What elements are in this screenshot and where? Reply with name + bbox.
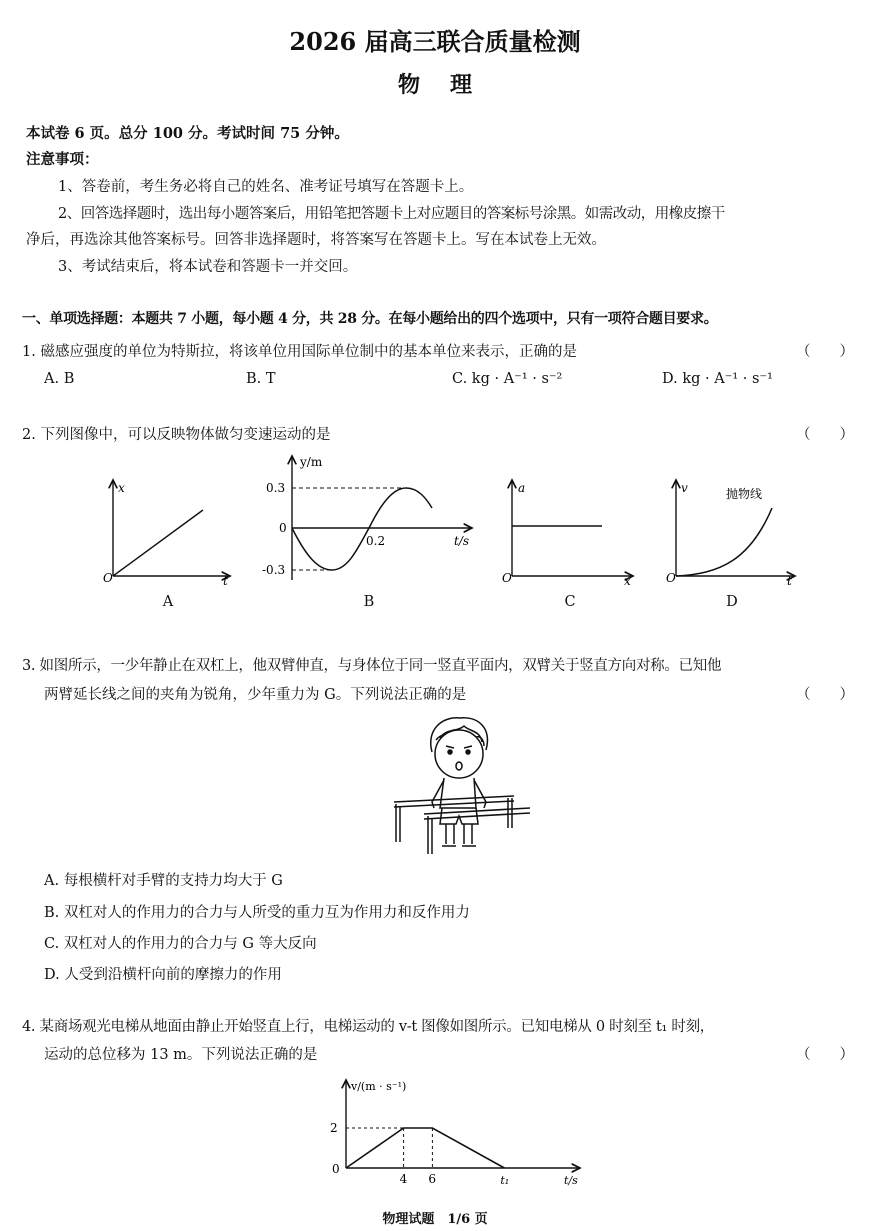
graph-b-wave xyxy=(292,488,432,570)
exam-info: 本试卷 6 页。总分 100 分。考试时间 75 分钟。 xyxy=(26,125,349,142)
vt-x-tick-4: 4 xyxy=(399,1172,408,1186)
vt-x-tick-0: 0 xyxy=(332,1162,340,1176)
graph-a-y-label: x xyxy=(118,481,125,495)
graph-c-y-label: a xyxy=(518,481,526,495)
boy-head xyxy=(435,730,483,778)
note-3: 3、考试结束后，将本试卷和答题卡一并交回。 xyxy=(58,259,358,275)
vt-y-tick-2: 2 xyxy=(330,1121,338,1135)
graph-b-x-tick: 0.2 xyxy=(366,534,386,548)
q3-stem-line2: 两臂延长线之间的夹角为锐角，少年重力为 G。下列说法正确的是 xyxy=(44,687,467,703)
vt-x-tick-6: 6 xyxy=(428,1172,437,1186)
graph-d-x-label: t xyxy=(787,574,792,588)
parallel-bars-figure xyxy=(380,712,530,857)
q1-option-c: C. kg · A⁻¹ · s⁻² xyxy=(452,371,563,387)
vt-x-label: t/s xyxy=(564,1174,578,1187)
graph-a-label: A xyxy=(162,594,174,610)
q2-answer-paren: （ ） xyxy=(796,427,854,443)
q3-option-b: B. 双杠对人的作用力的合力与人所受的重力互为作用力和反作用力 xyxy=(44,905,470,921)
q1-answer-paren: （ ） xyxy=(796,344,854,360)
q1-option-a: A. B xyxy=(44,371,75,387)
q3-answer-paren: （ ） xyxy=(796,687,854,703)
graph-b xyxy=(262,450,482,590)
graph-c-label: C xyxy=(564,594,576,610)
graph-b-zero: 0 xyxy=(279,521,287,535)
graph-a-x-label: t xyxy=(223,574,228,588)
graph-b-y-label: y/m xyxy=(300,455,323,469)
graph-d-label: D xyxy=(726,594,738,610)
graph-d-curve xyxy=(676,508,772,576)
q4-stem-line2: 运动的总位移为 13 m。下列说法正确的是 xyxy=(44,1047,318,1063)
graph-d xyxy=(660,474,810,594)
q4-stem-line1: 4. 某商场观光电梯从地面由静止开始竖直上行，电梯运动的 v-t 图像如图所示。已知电梯从 0 时刻至 t₁ 时刻， xyxy=(22,1019,714,1035)
q2-stem: 2. 下列图像中，可以反映物体做匀变速运动的是 xyxy=(22,427,331,443)
graph-b-x-label: t/s xyxy=(454,534,470,548)
vt-x-tick-t1: t₁ xyxy=(500,1174,510,1187)
graph-a-line xyxy=(113,510,203,576)
graph-c-origin: O xyxy=(502,571,512,585)
boy-legs xyxy=(446,824,472,844)
note-2: 2、回答选择题时，选出每小题答案后，用铅笔把答题卡上对应题目的答案标号涂黑。如需改动，用橡皮擦干 xyxy=(58,206,725,222)
back-bar xyxy=(394,796,514,807)
note-2-cont: 净后，再选涂其他答案标号。回答非选择题时，将答案写在答题卡上。写在本试卷上无效。 xyxy=(26,232,606,248)
graph-c xyxy=(498,474,648,594)
q4-answer-paren: （ ） xyxy=(796,1047,854,1063)
note-1: 1、答卷前，考生务必将自己的姓名、准考证号填写在答题卡上。 xyxy=(58,179,474,195)
q4-vt-chart xyxy=(318,1072,598,1192)
graph-d-y-label: v xyxy=(681,481,688,495)
q3-stem-line1: 3. 如图所示，一少年静止在双杠上，他双臂伸直，与身体位于同一竖直平面内，双臂关于竖直方向对称。已知他 xyxy=(22,658,722,674)
graph-d-origin: O xyxy=(666,571,676,585)
section-heading: 一、单项选择题：本题共 7 小题，每小题 4 分，共 28 分。在每小题给出的四个选项中，只有一项符合题目要求。 xyxy=(22,311,718,327)
vt-y-label: v/(m · s⁻¹) xyxy=(351,1080,407,1093)
graph-b-y-max: 0.3 xyxy=(266,481,286,495)
graph-c-x-label: x xyxy=(624,574,631,588)
notice-title: 注意事项： xyxy=(26,151,99,168)
vt-series-line xyxy=(346,1128,504,1168)
q3-option-d: D. 人受到沿横杆向前的摩擦力的作用 xyxy=(44,967,282,983)
q3-option-a: A. 每根横杆对手臂的支持力均大于 G xyxy=(44,873,283,889)
q1-stem: 1. 磁感应强度的单位为特斯拉，将该单位用国际单位制中的基本单位来表示，正确的是 xyxy=(22,344,577,360)
graph-a xyxy=(95,474,245,594)
q3-option-c: C. 双杠对人的作用力的合力与 G 等大反向 xyxy=(44,936,317,952)
graph-b-y-min: -0.3 xyxy=(262,563,286,577)
subject-title: 物理 xyxy=(397,72,502,98)
graph-a-origin: O xyxy=(103,571,113,585)
page-footer: 物理试题 1/6 页 xyxy=(382,1212,488,1227)
q1-option-b: B. T xyxy=(246,371,276,387)
exam-title: 2026 届高三联合质量检测 xyxy=(289,27,581,56)
graph-d-curve-label: 抛物线 xyxy=(726,487,763,501)
graph-b-label: B xyxy=(363,594,375,610)
q1-option-d: D. kg · A⁻¹ · s⁻¹ xyxy=(662,371,773,387)
